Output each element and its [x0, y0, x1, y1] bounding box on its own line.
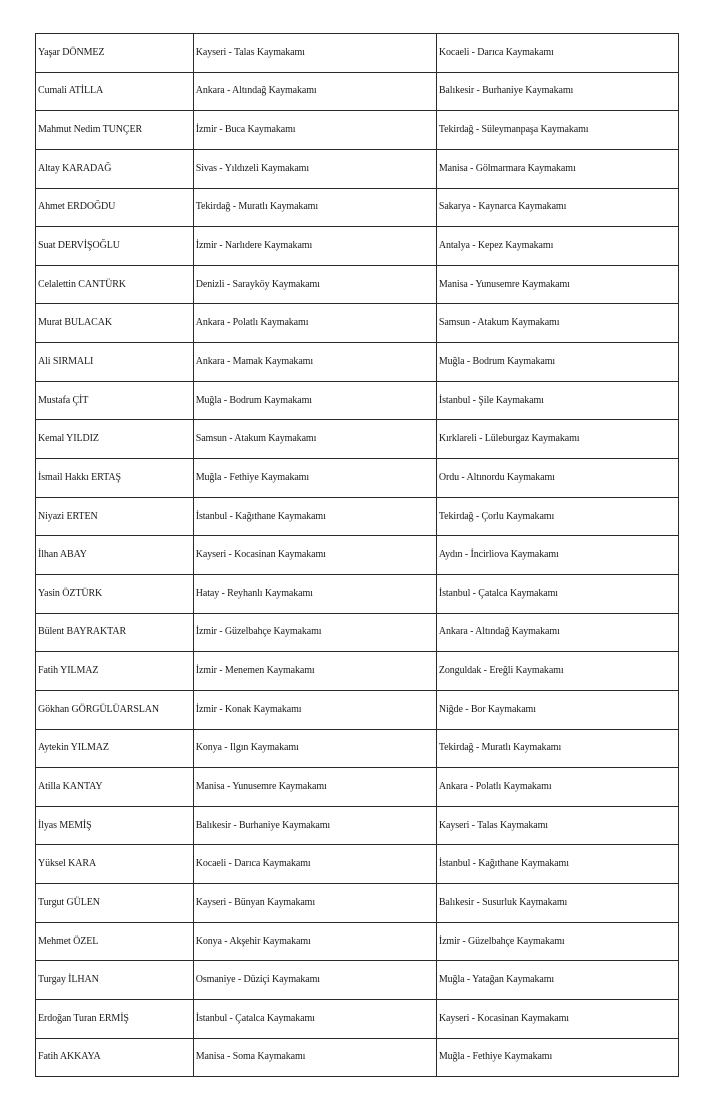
person-name-cell: Niyazi ERTEN — [36, 497, 194, 536]
new-post-cell: Muğla - Bodrum Kaymakamı — [436, 343, 678, 382]
person-name-cell: Bülent BAYRAKTAR — [36, 613, 194, 652]
new-post-cell: Kayseri - Kocasinan Kaymakamı — [436, 1000, 678, 1039]
new-post-cell: İstanbul - Şile Kaymakamı — [436, 381, 678, 420]
person-name-cell: Erdoğan Turan ERMİŞ — [36, 1000, 194, 1039]
table-row — [36, 188, 679, 227]
person-name-cell: Yasin ÖZTÜRK — [36, 574, 194, 613]
appointment-table — [35, 33, 679, 1077]
person-name-cell: İlyas MEMİŞ — [36, 806, 194, 845]
table-body — [36, 34, 679, 1077]
current-post-cell: Denizli - Sarayköy Kaymakamı — [193, 265, 436, 304]
current-post-cell: Tekirdağ - Muratlı Kaymakamı — [193, 188, 436, 227]
table-row — [36, 149, 679, 188]
new-post-cell: Zonguldak - Ereğli Kaymakamı — [436, 652, 678, 691]
current-post-cell: Kocaeli - Darıca Kaymakamı — [193, 845, 436, 884]
person-name-cell: Mahmut Nedim TUNÇER — [36, 111, 194, 150]
person-name-cell: Mustafa ÇİT — [36, 381, 194, 420]
new-post-cell: Manisa - Yunusemre Kaymakamı — [436, 265, 678, 304]
new-post-cell: Kayseri - Talas Kaymakamı — [436, 806, 678, 845]
current-post-cell: Manisa - Yunusemre Kaymakamı — [193, 768, 436, 807]
current-post-cell: Samsun - Atakum Kaymakamı — [193, 420, 436, 459]
new-post-cell: Ordu - Altınordu Kaymakamı — [436, 459, 678, 498]
table-row — [36, 72, 679, 111]
table-row — [36, 459, 679, 498]
table-row — [36, 729, 679, 768]
new-post-cell: Balıkesir - Susurluk Kaymakamı — [436, 884, 678, 923]
person-name-cell: Yüksel KARA — [36, 845, 194, 884]
new-post-cell: Niğde - Bor Kaymakamı — [436, 690, 678, 729]
person-name-cell: Aytekin YILMAZ — [36, 729, 194, 768]
table-row — [36, 922, 679, 961]
new-post-cell: Manisa - Gölmarmara Kaymakamı — [436, 149, 678, 188]
current-post-cell: İzmir - Güzelbahçe Kaymakamı — [193, 613, 436, 652]
current-post-cell: Muğla - Fethiye Kaymakamı — [193, 459, 436, 498]
table-row — [36, 381, 679, 420]
new-post-cell: Sakarya - Kaynarca Kaymakamı — [436, 188, 678, 227]
new-post-cell: Ankara - Altındağ Kaymakamı — [436, 613, 678, 652]
table-row — [36, 304, 679, 343]
person-name-cell: Altay KARADAĞ — [36, 149, 194, 188]
table-row — [36, 536, 679, 575]
new-post-cell: İstanbul - Kağıthane Kaymakamı — [436, 845, 678, 884]
person-name-cell: Yaşar DÖNMEZ — [36, 34, 194, 73]
person-name-cell: Turgay İLHAN — [36, 961, 194, 1000]
table-row — [36, 1000, 679, 1039]
new-post-cell: Muğla - Yatağan Kaymakamı — [436, 961, 678, 1000]
current-post-cell: İstanbul - Kağıthane Kaymakamı — [193, 497, 436, 536]
person-name-cell: Suat DERVİŞOĞLU — [36, 227, 194, 266]
table-row — [36, 768, 679, 807]
table-row — [36, 884, 679, 923]
person-name-cell: Gökhan GÖRGÜLÜARSLAN — [36, 690, 194, 729]
person-name-cell: Atilla KANTAY — [36, 768, 194, 807]
new-post-cell: Kırklareli - Lüleburgaz Kaymakamı — [436, 420, 678, 459]
person-name-cell: Turgut GÜLEN — [36, 884, 194, 923]
new-post-cell: Samsun - Atakum Kaymakamı — [436, 304, 678, 343]
current-post-cell: Konya - Akşehir Kaymakamı — [193, 922, 436, 961]
new-post-cell: Aydın - İncirliova Kaymakamı — [436, 536, 678, 575]
current-post-cell: Osmaniye - Düziçi Kaymakamı — [193, 961, 436, 1000]
new-post-cell: Ankara - Polatlı Kaymakamı — [436, 768, 678, 807]
current-post-cell: Balıkesir - Burhaniye Kaymakamı — [193, 806, 436, 845]
current-post-cell: Konya - Ilgın Kaymakamı — [193, 729, 436, 768]
new-post-cell: Tekirdağ - Muratlı Kaymakamı — [436, 729, 678, 768]
new-post-cell: Tekirdağ - Çorlu Kaymakamı — [436, 497, 678, 536]
table-row — [36, 652, 679, 691]
current-post-cell: Manisa - Soma Kaymakamı — [193, 1038, 436, 1077]
new-post-cell: Kocaeli - Darıca Kaymakamı — [436, 34, 678, 73]
current-post-cell: İzmir - Menemen Kaymakamı — [193, 652, 436, 691]
person-name-cell: İlhan ABAY — [36, 536, 194, 575]
person-name-cell: Cumali ATİLLA — [36, 72, 194, 111]
person-name-cell: Fatih AKKAYA — [36, 1038, 194, 1077]
table-row — [36, 227, 679, 266]
current-post-cell: Ankara - Mamak Kaymakamı — [193, 343, 436, 382]
new-post-cell: Balıkesir - Burhaniye Kaymakamı — [436, 72, 678, 111]
current-post-cell: Kayseri - Bünyan Kaymakamı — [193, 884, 436, 923]
table-row — [36, 420, 679, 459]
table-row — [36, 111, 679, 150]
current-post-cell: Ankara - Altındağ Kaymakamı — [193, 72, 436, 111]
table-row — [36, 1038, 679, 1077]
current-post-cell: İstanbul - Çatalca Kaymakamı — [193, 1000, 436, 1039]
table-row — [36, 497, 679, 536]
person-name-cell: Murat BULACAK — [36, 304, 194, 343]
table-row — [36, 806, 679, 845]
current-post-cell: İzmir - Buca Kaymakamı — [193, 111, 436, 150]
current-post-cell: Ankara - Polatlı Kaymakamı — [193, 304, 436, 343]
current-post-cell: Muğla - Bodrum Kaymakamı — [193, 381, 436, 420]
current-post-cell: İzmir - Konak Kaymakamı — [193, 690, 436, 729]
table-row — [36, 265, 679, 304]
table-row — [36, 613, 679, 652]
new-post-cell: Tekirdağ - Süleymanpaşa Kaymakamı — [436, 111, 678, 150]
table-row — [36, 34, 679, 73]
table-row — [36, 343, 679, 382]
current-post-cell: Kayseri - Talas Kaymakamı — [193, 34, 436, 73]
person-name-cell: Ahmet ERDOĞDU — [36, 188, 194, 227]
table-row — [36, 961, 679, 1000]
table-row — [36, 845, 679, 884]
new-post-cell: İstanbul - Çatalca Kaymakamı — [436, 574, 678, 613]
new-post-cell: Muğla - Fethiye Kaymakamı — [436, 1038, 678, 1077]
person-name-cell: Mehmet ÖZEL — [36, 922, 194, 961]
new-post-cell: İzmir - Güzelbahçe Kaymakamı — [436, 922, 678, 961]
person-name-cell: Kemal YILDIZ — [36, 420, 194, 459]
table-row — [36, 574, 679, 613]
current-post-cell: Sivas - Yıldızeli Kaymakamı — [193, 149, 436, 188]
person-name-cell: İsmail Hakkı ERTAŞ — [36, 459, 194, 498]
table-row — [36, 690, 679, 729]
person-name-cell: Celalettin CANTÜRK — [36, 265, 194, 304]
current-post-cell: Hatay - Reyhanlı Kaymakamı — [193, 574, 436, 613]
new-post-cell: Antalya - Kepez Kaymakamı — [436, 227, 678, 266]
person-name-cell: Fatih YILMAZ — [36, 652, 194, 691]
current-post-cell: İzmir - Narlıdere Kaymakamı — [193, 227, 436, 266]
current-post-cell: Kayseri - Kocasinan Kaymakamı — [193, 536, 436, 575]
person-name-cell: Ali SIRMALI — [36, 343, 194, 382]
